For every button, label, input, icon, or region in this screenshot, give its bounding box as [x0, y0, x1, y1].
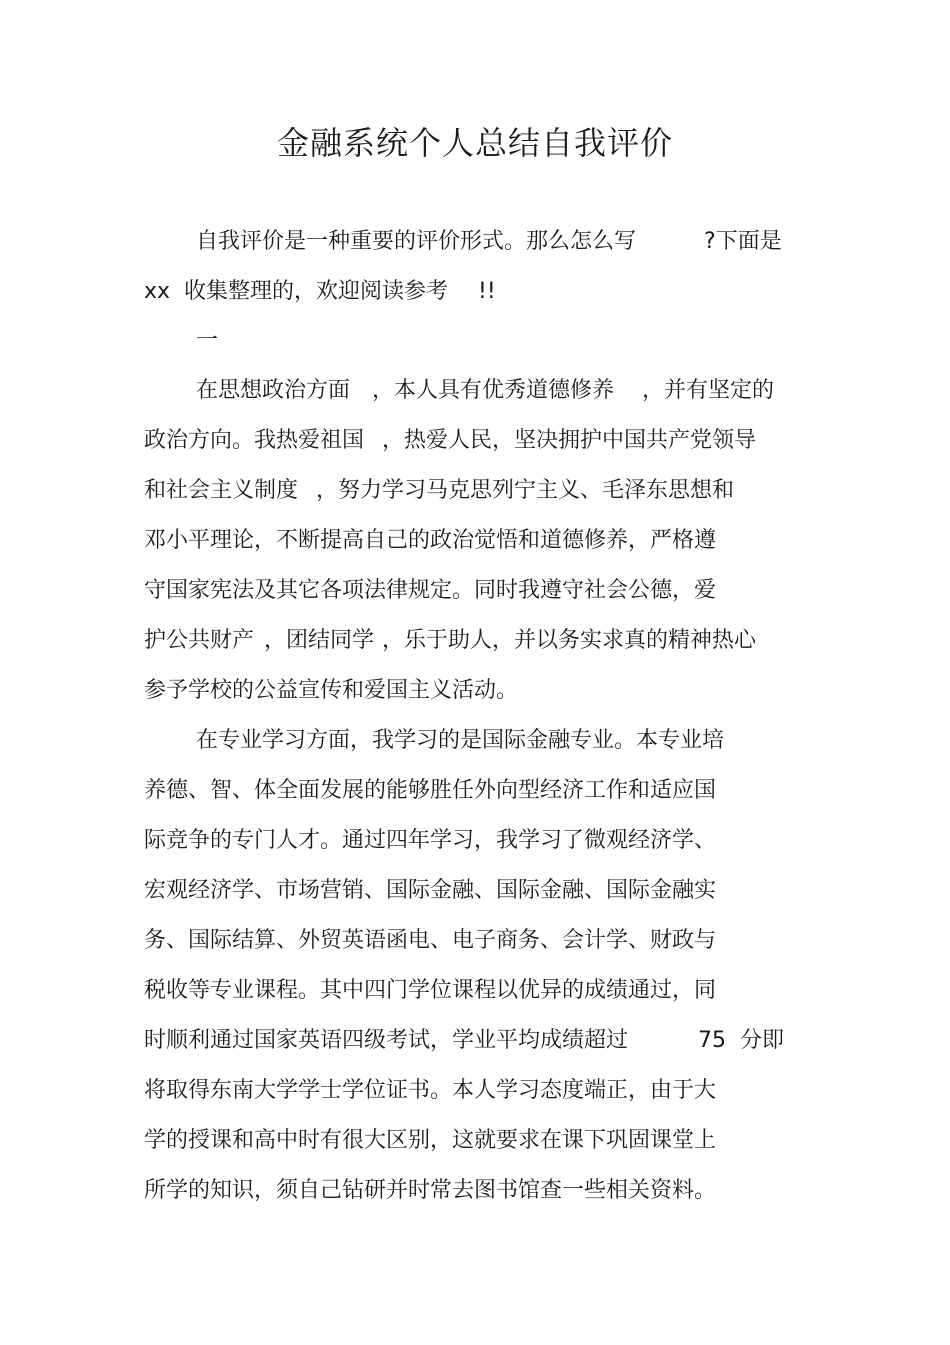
para-text: 政治方向。我热爱祖国	[144, 428, 365, 453]
para-text: ，热爱人民，坚决拥护中国共产党领导	[382, 428, 757, 453]
para2-line-1: 在专业学习方面，我学习的是国际金融专业。本专业培	[196, 728, 725, 753]
para2-line-6: 税收等专业课程。其中四门学位课程以优异的成绩通过，同	[144, 978, 717, 1003]
intro-text: xx 收集整理的，欢迎阅读参考	[144, 279, 449, 304]
section-marker: 一	[196, 328, 219, 353]
para-text: ，本人具有优秀道德修养	[372, 378, 615, 403]
para1-line-1	[196, 376, 774, 406]
score-value: 75	[698, 1028, 727, 1053]
para-text: 护公共财产	[144, 628, 255, 653]
para2-line-10: 所学的知识，须自己钻研并时常去图书馆查一些相关资料。	[144, 1178, 717, 1203]
para2-line-8: 将取得东南大学学士学位证书。本人学习态度端正，由于大	[144, 1078, 717, 1103]
para-text: ，团结同学	[264, 628, 375, 653]
para2-line-5: 务、国际结算、外贸英语函电、电子商务、会计学、财政与	[144, 928, 717, 953]
para1-line-7: 参予学校的公益宣传和爱国主义活动。	[144, 678, 519, 703]
para2-line-3: 际竞争的专门人才。通过四年学习，我学习了微观经济学、	[144, 828, 717, 853]
intro-text: !!	[478, 279, 496, 304]
para1-line-6	[144, 626, 756, 656]
para-text: 在思想政治方面	[196, 378, 351, 403]
para-text: 和社会主义制度	[144, 478, 299, 503]
para1-line-2	[144, 426, 756, 456]
para-text: ，努力学习马克思列宁主义、毛泽东思想和	[316, 478, 735, 503]
para-text: 时顺利通过国家英语四级考试，学业平均成绩超过	[144, 1028, 629, 1053]
para1-line-4: 邓小平理论，不断提高自己的政治觉悟和道德修养，严格遵	[144, 528, 717, 553]
para1-line-3	[144, 476, 734, 506]
para2-line-7	[144, 1026, 784, 1056]
para-text: ，乐于助人，并以务实求真的精神热心	[382, 628, 757, 653]
para2-line-2: 养德、智、体全面发展的能够胜任外向型经济工作和适应国	[144, 778, 717, 803]
para-text: 分即	[740, 1028, 785, 1053]
intro-line-1	[196, 227, 782, 257]
para-text: ，并有坚定的	[642, 378, 775, 403]
document-title: 金融系统个人总结自我评价	[276, 124, 673, 162]
intro-text: ?下面是	[704, 229, 782, 254]
intro-text: 自我评价是一种重要的评价形式。那么怎么写	[196, 229, 637, 254]
para2-line-9: 学的授课和高中时有很大区别，这就要求在课下巩固课堂上	[144, 1128, 717, 1153]
para2-line-4: 宏观经济学、市场营销、国际金融、国际金融、国际金融实	[144, 878, 717, 903]
intro-line-2	[144, 277, 496, 307]
para1-line-5: 守国家宪法及其它各项法律规定。同时我遵守社会公德，爱	[144, 578, 717, 603]
